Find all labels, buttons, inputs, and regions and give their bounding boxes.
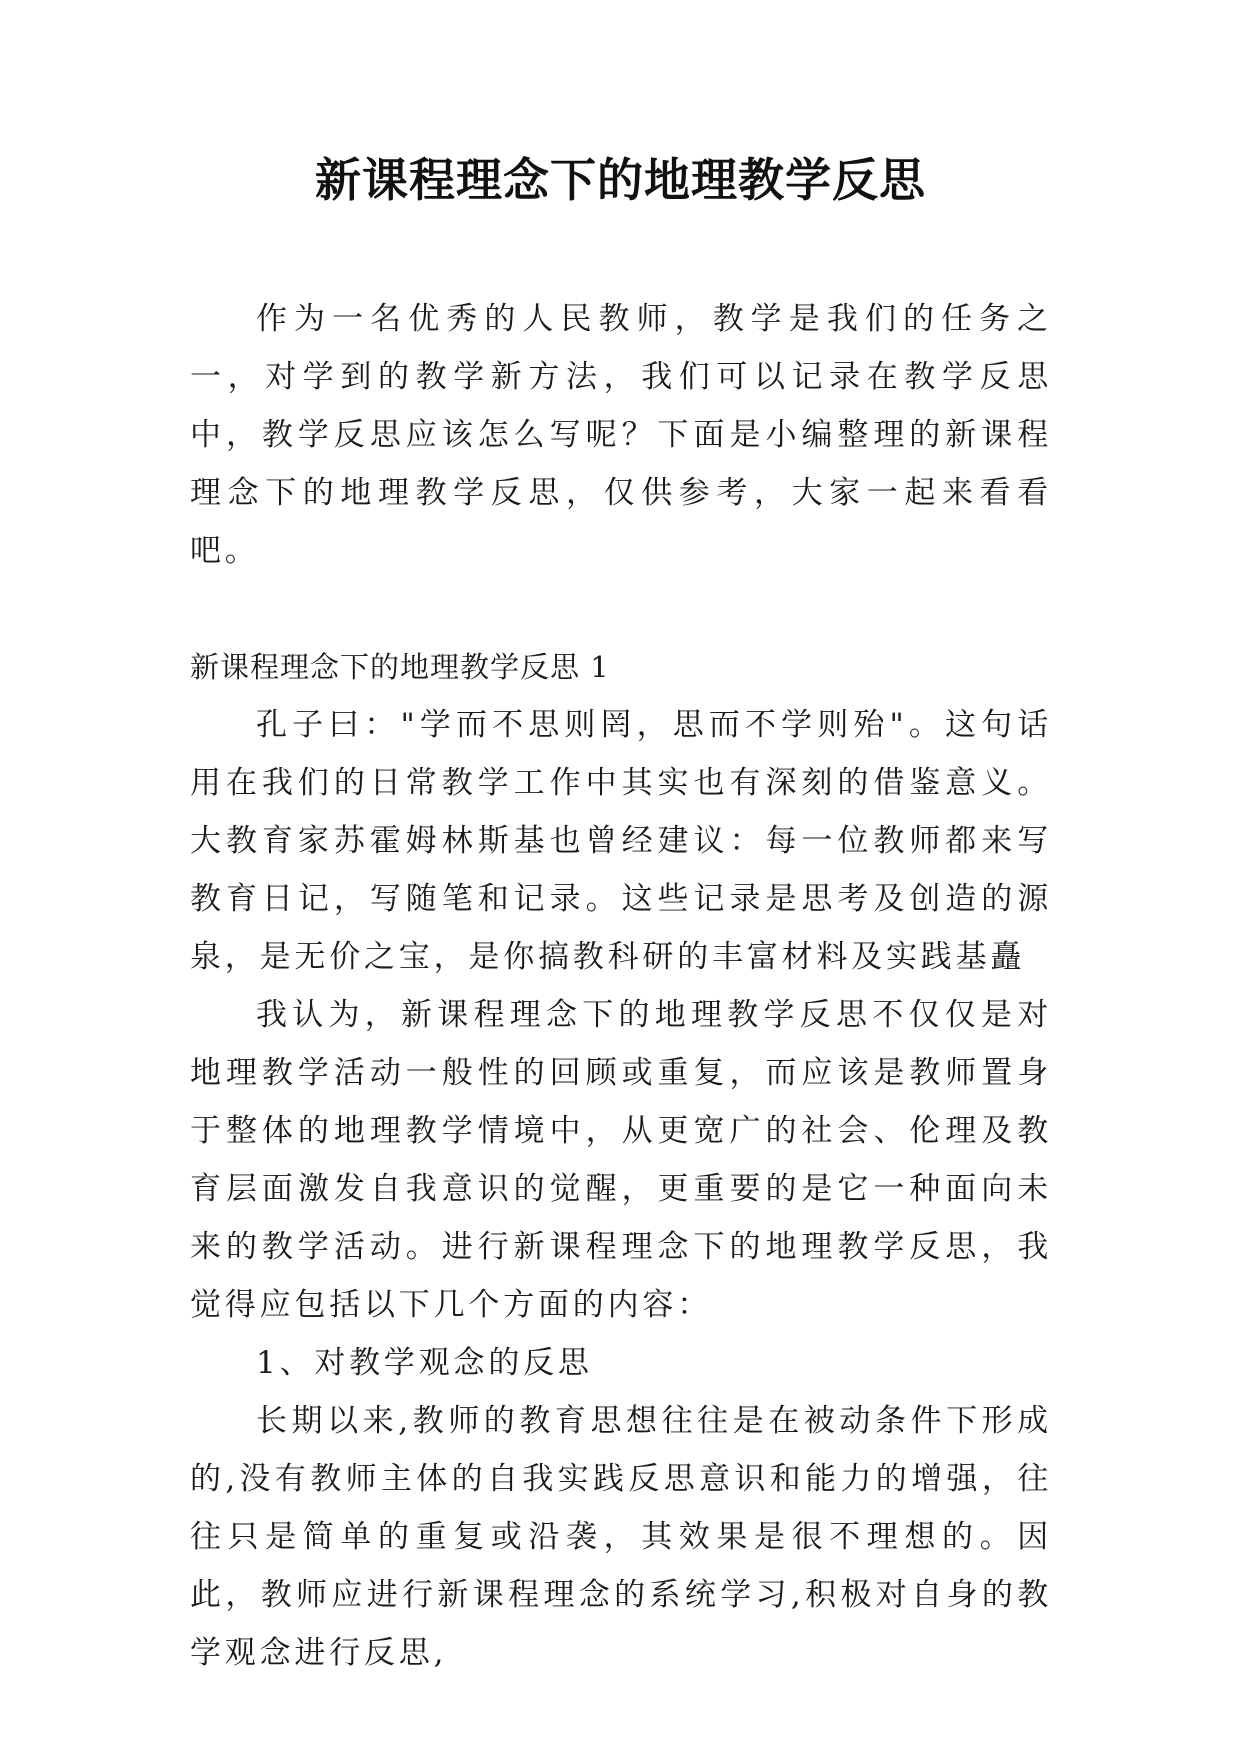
document-title: 新课程理念下的地理教学反思 — [315, 153, 926, 207]
body-paragraph-long-term: 长期以来,教师的教育思想往往是在被动条件下形成的,没有教师主体的自我实践反思意识和能力的增强，往往只是简单的重复或沿袭，其效果是很不理想的。因此，教师应进行新课程理念的系统学习,积极对自身的教学观念进行反思, — [190, 1403, 1052, 1671]
subheading-teaching-concept: 1、对教学观念的反思 — [256, 1345, 593, 1381]
document-body — [190, 290, 1052, 1682]
body-paragraph-opinion: 我认为，新课程理念下的地理教学反思不仅仅是对地理教学活动一般性的回顾或重复，而应该是教师置身于整体的地理教学情境中，从更宽广的社会、伦理及教育层面激发自我意识的觉醒，更重要的是它一种面向未来的教学活动。进行新课程理念下的地理教学反思，我觉得应包括以下几个方面的内容： — [190, 997, 1052, 1323]
intro-paragraph: 作为一名优秀的人民教师，教学是我们的任务之一，对学到的教学新方法，我们可以记录在教学反思中，教学反思应该怎么写呢？下面是小编整理的新课程理念下的地理教学反思，仅供参考，大家一起来看看吧。 — [190, 301, 1052, 569]
section-spacer — [190, 580, 1052, 638]
body-paragraph-confucius: 孔子曰："学而不思则罔，思而不学则殆"。这句话用在我们的日常教学工作中其实也有深刻的借鉴意义。大教育家苏霍姆林斯基也曾经建议：每一位教师都来写教育日记，写随笔和记录。这些记录是思考及创造的源泉，是无价之宝，是你搞教科研的丰富材料及实践基矗 — [190, 707, 1052, 975]
section-heading: 新课程理念下的地理教学反思 1 — [190, 650, 610, 684]
